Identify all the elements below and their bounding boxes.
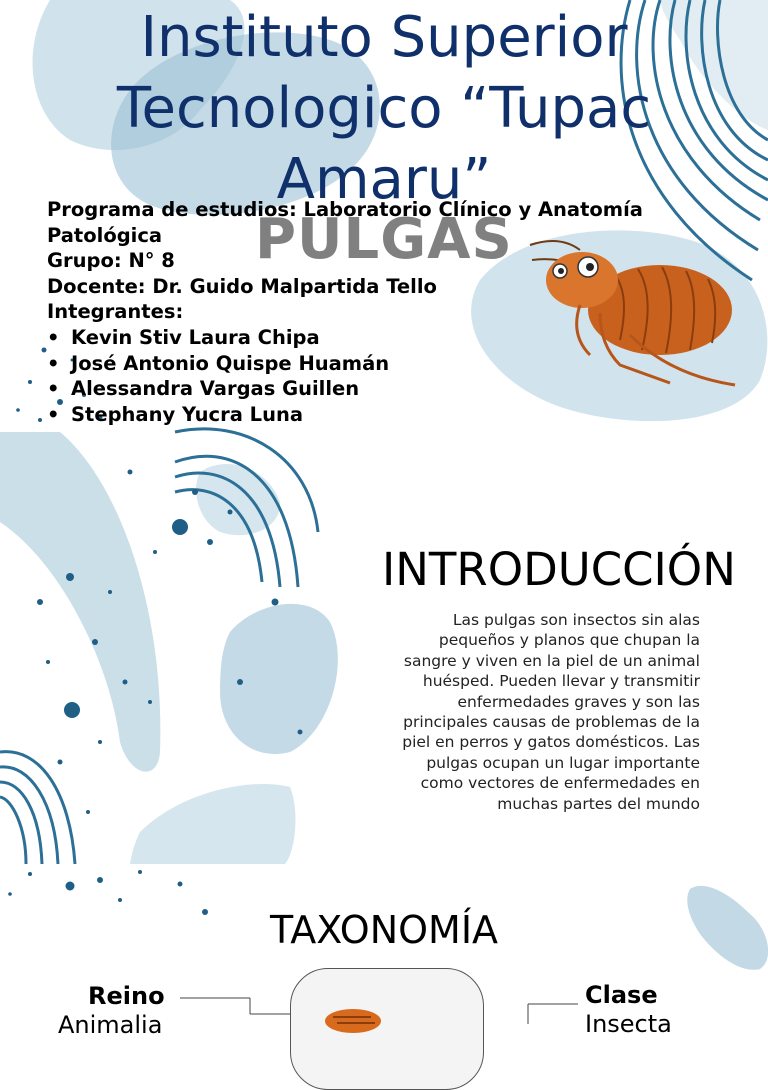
program-line: Programa de estudios: Laboratorio Clínico y Anatomía	[47, 198, 643, 221]
kingdom-value: Animalia	[58, 1011, 163, 1039]
watercolor-blob	[0, 432, 338, 864]
taxonomy-image-card	[290, 968, 484, 1090]
intro-body: Las pulgas son insectos sin alas pequeños y planos que chupan la sangre y viven en la piel de un animal huésped. Pueden llevar y transmitir enfermedades graves y son las principales causas de problemas de la piel en perros y gatos domésticos. Las pulgas ocupan un lugar importante como vectores de enfermedades en muchas partes del mundo	[402, 611, 700, 813]
class-value: Insecta	[585, 1010, 672, 1038]
program-line-cont: Patológica	[47, 223, 163, 247]
introduction-slide	[0, 432, 768, 864]
flea-illustration	[291, 969, 483, 1029]
member-item: • Alessandra Vargas Guillen	[47, 376, 717, 402]
topic-title: PULGAS	[255, 207, 513, 272]
cover-slide	[0, 0, 768, 432]
taxonomy-slide	[0, 864, 768, 1039]
member-item: • Kevin Stiv Laura Chipa	[47, 325, 717, 351]
member-item: • Stephany Yucra Luna	[47, 402, 717, 428]
intro-title: INTRODUCCIÓN	[382, 543, 736, 596]
members-label: Integrantes:	[47, 300, 184, 324]
group-line: Grupo: N° 8	[47, 249, 175, 273]
teacher-line: Docente: Dr. Guido Malpartida Tello	[47, 274, 437, 298]
class-label: Clase	[585, 981, 658, 1009]
taxonomy-title: TAXONOMÍA	[269, 908, 499, 952]
institute-title: Instituto Superior Tecnologico “Tupac Amaru”	[116, 5, 652, 212]
kingdom-label: Reino	[88, 982, 165, 1010]
flea-illustration	[520, 235, 750, 395]
member-item: • José Antonio Quispe Huamán	[47, 351, 717, 377]
